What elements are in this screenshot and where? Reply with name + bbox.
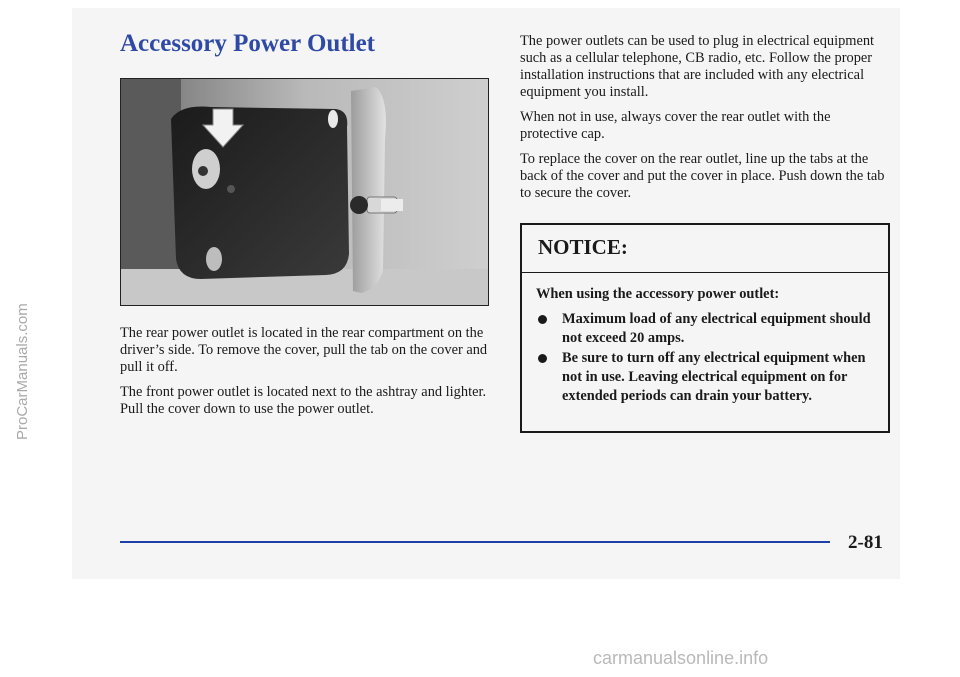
watermark-left: ProCarManuals.com (14, 303, 31, 440)
notice-item (536, 349, 874, 406)
paragraph-replace-cover: To replace the cover on the rear outlet, line up the tabs at the back of the cover and put the cover in place. Push down the tab to secure the cover. (520, 151, 885, 201)
notice-item-text: Be sure to turn off any electrical equipment when not in use. Leaving electrical equipment on for extended periods can drain your battery. (562, 350, 866, 404)
notice-item (536, 310, 874, 348)
paragraph-front-outlet: The front power outlet is located next to the ashtray and lighter. Pull the cover down to use the power outlet. (120, 384, 487, 417)
notice-heading: NOTICE: (522, 225, 888, 273)
bullet-icon (538, 354, 547, 363)
watermark-bottom: carmanualsonline.info (593, 648, 769, 668)
page-title: Accessory Power Outlet (120, 30, 376, 57)
notice-body (522, 273, 888, 406)
right-column (520, 33, 890, 210)
page-number: 2-81 (848, 532, 883, 553)
notice-list (536, 310, 874, 406)
paragraph-outlet-uses: The power outlets can be used to plug in electrical equipment such as a cellular telephone, CB radio, etc. Follow the proper installation instructions that are included with any electrical equipment you install. (520, 33, 875, 100)
notice-intro: When using the accessory power outlet: (536, 286, 780, 302)
left-column (120, 325, 490, 426)
footer-rule (120, 541, 830, 543)
notice-box (520, 223, 890, 433)
paragraph-rear-outlet: The rear power outlet is located in the rear compartment on the driver’s side. To remove the cover, pull the tab on the cover and pull it off. (120, 325, 488, 375)
notice-item-text: Maximum load of any electrical equipment should not exceed 20 amps. (562, 311, 871, 346)
bullet-icon (538, 315, 547, 324)
paragraph-cover-outlet: When not in use, always cover the rear outlet with the protective cap. (520, 109, 831, 142)
power-outlet-photo (120, 78, 489, 306)
